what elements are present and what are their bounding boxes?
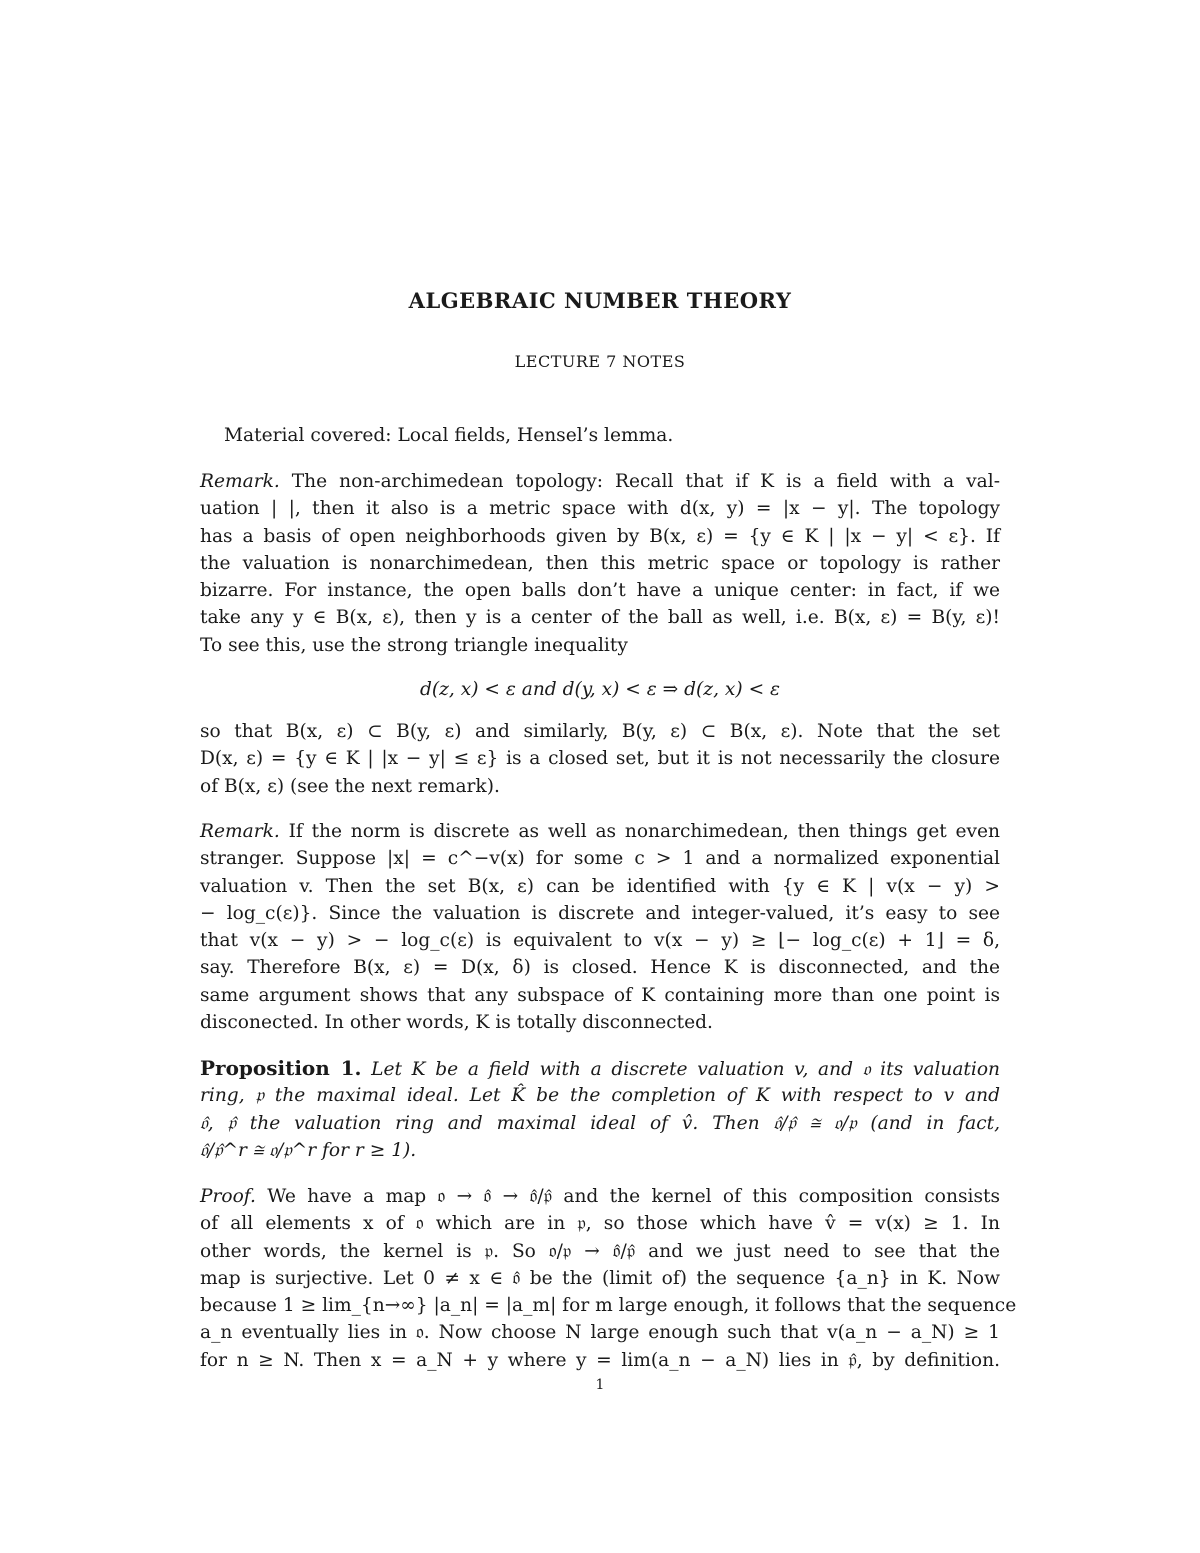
remark-1-continuation — [200, 718, 1000, 800]
remark-2-line: same argument shows that any subspace of K containing more than one point is — [200, 984, 1000, 1006]
proof-line: a_n eventually lies in 𝔬. Now choose N large enough such that v(a_n − a_N) ≥ 1 — [200, 1322, 1000, 1344]
proof-line: Proof. We have a map 𝔬 → 𝔬̂ → 𝔬̂/𝔭̂ and the kernel of this composition consists — [200, 1186, 1001, 1207]
remark-1-line: bizarre. For instance, the open balls don’t have a unique center: in fact, if we — [200, 580, 1000, 602]
paper-subtitle: LECTURE 7 NOTES — [514, 352, 686, 371]
remark-2-line: Remark. If the norm is discrete as well as nonarchimedean, then things get even — [200, 821, 1000, 842]
proposition-line: ring, 𝔭 the maximal ideal. Let K̂ be the completion of K with respect to v and — [200, 1085, 1000, 1107]
remark-2 — [200, 818, 1000, 1036]
remark-1-line: uation | |, then it also is a metric space with d(x, y) = |x − y|. The topology — [200, 498, 1000, 520]
proof-line: map is surjective. Let 0 ≠ x ∈ 𝔬̂ be the (limit of) the sequence {a_n} in K. Now — [200, 1267, 1000, 1289]
material-covered-text: Material covered: Local fields, Hensel’s lemma. — [224, 425, 674, 446]
proof-line: other words, the kernel is 𝔭. So 𝔬/𝔭 → 𝔬̂/𝔭̂ and we just need to see that the — [200, 1240, 1000, 1262]
proof-line: for n ≥ N. Then x = a_N + y where y = lim(a_n − a_N) lies in 𝔭̂, by definition. — [200, 1349, 1000, 1371]
proposition-label: Proposition 1. — [200, 1056, 362, 1080]
proposition-line: 𝔬̂, 𝔭̂ the valuation ring and maximal ideal of v̂. Then 𝔬̂/𝔭̂ ≅ 𝔬/𝔭 (and in fact, — [200, 1112, 1000, 1134]
remark-1-after-line: of B(x, ε) (see the next remark). — [200, 775, 500, 797]
proof-line: because 1 ≥ lim_{n→∞} |a_n| = |a_m| for m large enough, it follows that the sequence — [200, 1295, 1017, 1317]
paper-title: ALGEBRAIC NUMBER THEORY — [408, 288, 792, 313]
remark-1-line: the valuation is nonarchimedean, then this metric space or topology is rather — [200, 552, 1000, 574]
proof-label: Proof. — [200, 1186, 256, 1207]
remark-label: Remark. — [200, 471, 280, 492]
remark-2-line: − log_c(ε)}. Since the valuation is discrete and integer-valued, it’s easy to see — [200, 902, 1000, 924]
display-equation — [200, 676, 1000, 703]
material-covered — [200, 422, 1000, 449]
proof-line: of all elements x of 𝔬 which are in 𝔭, so those which have v̂ = v(x) ≥ 1. In — [200, 1213, 1000, 1235]
proposition-1 — [200, 1055, 1000, 1164]
display-equation-text: d(z, x) < ε and d(y, x) < ε ⇒ d(z, x) < ε — [419, 679, 781, 700]
remark-2-line: disconected. In other words, K is totally disconnected. — [200, 1012, 713, 1034]
remark-1-after-line: so that B(x, ε) ⊂ B(y, ε) and similarly, B(y, ε) ⊂ B(x, ε). Note that the set — [200, 721, 1000, 742]
page-number: 1 — [595, 1377, 605, 1393]
remark-2-line: that v(x − y) > − log_c(ε) is equivalent to v(x − y) ≥ ⌊− log_c(ε) + 1⌋ = δ, — [200, 930, 1000, 952]
proposition-line: Proposition 1. Let K be a field with a discrete valuation v, and 𝔬 its valuation — [200, 1056, 1000, 1080]
remark-1 — [200, 468, 1000, 659]
remark-1-line: has a basis of open neighborhoods given by B(x, ε) = {y ∈ K | |x − y| < ε}. If — [200, 525, 1000, 547]
remark-label: Remark. — [200, 821, 280, 842]
proof — [200, 1183, 1017, 1374]
remark-2-line: say. Therefore B(x, ε) = D(x, δ) is closed. Hence K is disconnected, and the — [200, 957, 1000, 979]
proposition-line: 𝔬̂/𝔭̂^r ≅ 𝔬/𝔭^r for r ≥ 1). — [200, 1139, 417, 1161]
remark-2-line: stranger. Suppose |x| = c^−v(x) for some c > 1 and a normalized exponential — [200, 848, 1000, 870]
remark-2-line: valuation v. Then the set B(x, ε) can be identified with {y ∈ K | v(x − y) > — [200, 875, 1000, 897]
remark-1-line: take any y ∈ B(x, ε), then y is a center of the ball as well, i.e. B(x, ε) = B(y, ε)! — [200, 607, 1000, 629]
remark-1-after-line: D(x, ε) = {y ∈ K | |x − y| ≤ ε} is a closed set, but it is not necessarily the closure — [200, 748, 1000, 770]
remark-1-line: To see this, use the strong triangle inequality — [200, 634, 628, 656]
remark-1-line: Remark. The non-archimedean topology: Recall that if K is a field with a val- — [200, 471, 1000, 492]
